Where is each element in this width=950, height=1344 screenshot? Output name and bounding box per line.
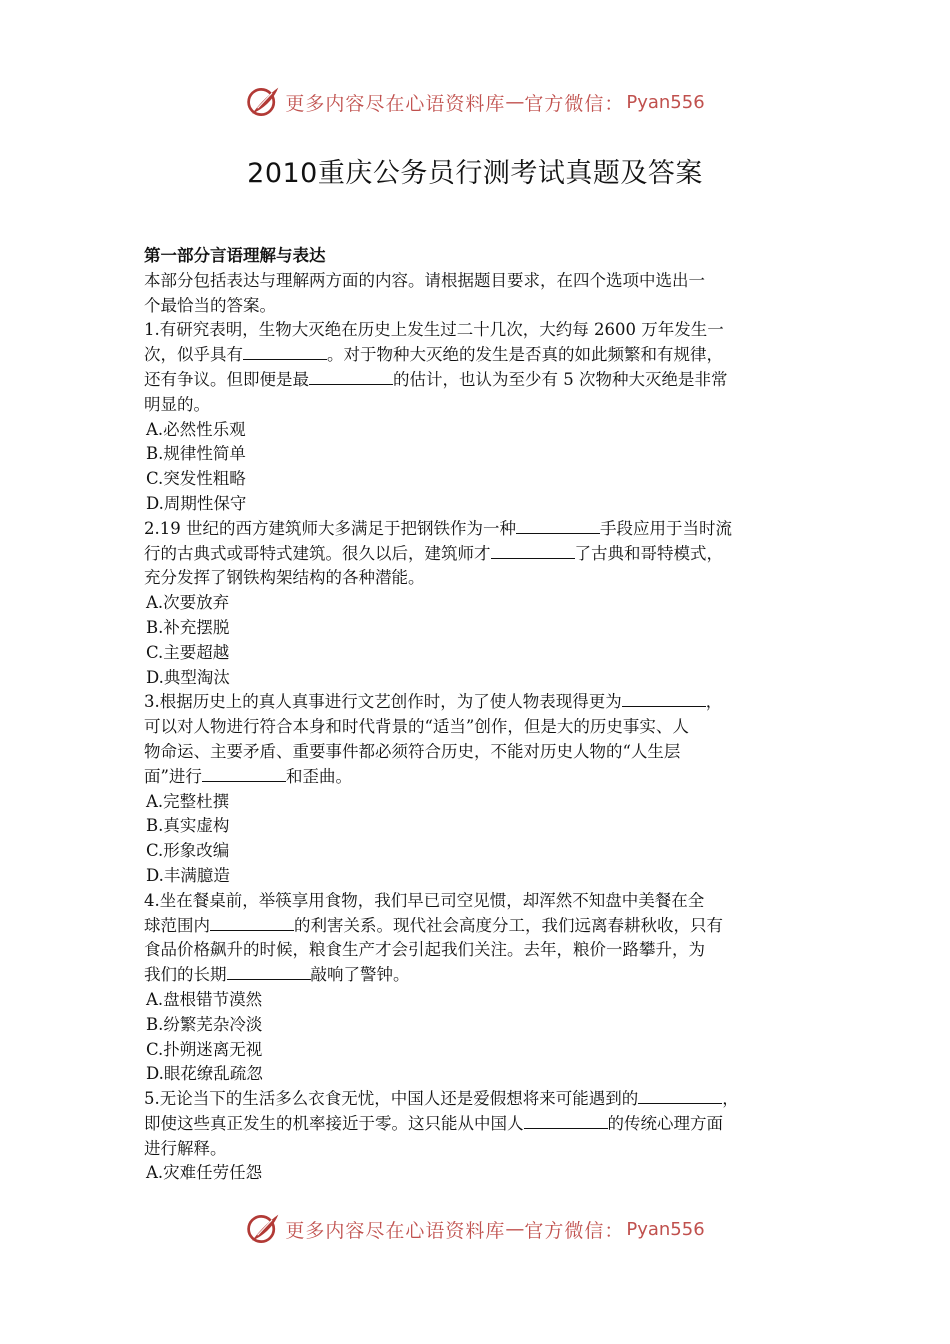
question-4-option: D.眼花缭乱疏忽	[146, 1064, 263, 1084]
footer-banner	[0, 1209, 950, 1249]
question-text: 的传统心理方面	[607, 1113, 723, 1133]
question-4-line	[144, 889, 809, 914]
banner-wechat-label: 官方微信：	[524, 92, 625, 115]
question-4-line	[144, 914, 809, 939]
banner-wechat-id: Pyan556	[626, 91, 705, 113]
question-4-option: C.扑朔迷离无视	[146, 1039, 263, 1059]
question-4-line	[144, 963, 809, 988]
question-4-option: A.盘根错节漠然	[146, 989, 263, 1009]
question-1-option: A.必然性乐观	[146, 419, 246, 439]
question-text: 2.19 世纪的西方建筑师大多满足于把钢铁作为一种	[144, 518, 516, 538]
section-heading: 第一部分言语理解与表达	[144, 246, 326, 265]
question-3-option: D.丰满臆造	[146, 865, 230, 885]
question-list	[144, 318, 809, 1186]
question-text: 进行解释。	[144, 1138, 227, 1158]
question-1-line	[144, 368, 809, 393]
question-text: 1.有研究表明，生物大灭绝在历史上发生过二十几次，大约每 2600 万年发生一	[144, 320, 724, 340]
question-text: 5.无论当下的生活多么衣食无忧，中国人还是爱假想将来可能遇到的	[144, 1089, 639, 1109]
question-text: 我们的长期	[144, 965, 227, 985]
question-5-line	[144, 1137, 809, 1162]
question-3-line	[144, 765, 809, 790]
banner-separator: —	[505, 91, 525, 113]
question-2-option: C.主要超越	[146, 642, 230, 662]
question-text: 了古典和哥特模式，	[574, 543, 723, 563]
question-1-option: D.周期性保守	[146, 493, 247, 513]
fill-in-blank	[227, 963, 311, 980]
fill-in-blank	[638, 1087, 722, 1104]
document-title: 2010重庆公务员行测考试真题及答案	[247, 158, 703, 189]
fill-in-blank	[243, 343, 327, 360]
fill-in-blank	[516, 517, 600, 534]
question-3-line	[144, 715, 809, 740]
question-2-line	[144, 566, 809, 591]
question-text: ，	[722, 1089, 739, 1109]
question-5-line	[144, 1112, 809, 1137]
fill-in-blank	[202, 765, 286, 782]
question-text: 可以对人物进行符合本身和时代背景的“适当”创作，但是大的历史事实、人	[144, 717, 689, 737]
question-text: 面”进行	[144, 766, 202, 786]
question-2-option: D.典型淘汰	[146, 667, 230, 687]
question-1-line	[144, 393, 809, 418]
fill-in-blank	[210, 914, 294, 931]
question-text: 球范围内	[144, 915, 210, 935]
question-2-line	[144, 542, 809, 567]
question-4-option: B.纷繁芜杂冷淡	[146, 1014, 263, 1034]
question-3-option: C.形象改编	[146, 841, 230, 861]
fill-in-blank	[309, 368, 393, 385]
fill-in-blank	[491, 542, 575, 559]
question-text: 次，似乎具有	[144, 345, 243, 365]
banner-wechat-id: Pyan556	[626, 1218, 705, 1240]
quill-logo-icon	[245, 84, 281, 120]
fill-in-blank	[622, 690, 706, 707]
fill-in-blank	[524, 1112, 608, 1129]
banner-separator: —	[505, 1218, 525, 1240]
question-5-option: A.灾难任劳任怨	[146, 1163, 263, 1183]
question-text: 食品价格飙升的时候，粮食生产才会引起我们关注。去年，粮价一路攀升，为	[144, 940, 705, 960]
question-text: 行的古典式或哥特式建筑。很久以后，建筑师才	[144, 543, 491, 563]
question-3-line	[144, 740, 809, 765]
question-text: 4.坐在餐桌前，举筷享用食物，我们早已司空见惯，却浑然不知盘中美餐在全	[144, 890, 705, 910]
question-text: 敲响了警钟。	[310, 965, 410, 985]
question-text: 充分发挥了钢铁构架结构的各种潜能。	[144, 568, 425, 588]
banner-text: 更多内容尽在心语资料库	[285, 1219, 506, 1242]
header-banner	[0, 82, 950, 122]
question-text: 物命运、主要矛盾、重要事件都必须符合历史，不能对历史人物的“人生层	[144, 741, 681, 761]
banner-wechat-label: 官方微信：	[524, 1219, 625, 1242]
question-text: 手段应用于当时流	[599, 518, 732, 538]
question-text: 明显的。	[144, 394, 210, 414]
question-4-line	[144, 938, 809, 963]
question-text: 的估计，也认为至少有 5 次物种大灭绝是非常	[393, 369, 728, 389]
document-body	[144, 244, 809, 1186]
question-1-option: C.突发性粗略	[146, 469, 246, 489]
question-text: 还有争议。但即便是最	[144, 369, 309, 389]
banner-text: 更多内容尽在心语资料库	[285, 92, 506, 115]
question-text: 和歪曲。	[285, 766, 352, 786]
question-5-line	[144, 1087, 809, 1112]
question-2-option: B.补充摆脱	[146, 617, 230, 637]
question-1-line	[144, 343, 809, 368]
section-intro-line: 个最恰当的答案。	[144, 295, 276, 315]
section-intro-line: 本部分包括表达与理解两方面的内容。请根据题目要求，在四个选项中选出一	[144, 270, 705, 290]
question-1-option: B.规律性简单	[146, 444, 246, 464]
question-3-option: B.真实虚构	[146, 816, 230, 836]
question-3-line	[144, 690, 809, 715]
quill-logo-icon	[245, 1211, 281, 1247]
question-text: 3.根据历史上的真人真事进行文艺创作时，为了使人物表现得更为	[144, 692, 622, 712]
question-1-line	[144, 318, 809, 343]
question-3-option: A.完整杜撰	[146, 791, 230, 811]
question-text: 即使这些真正发生的机率接近于零。这只能从中国人	[144, 1113, 524, 1133]
question-text: 的利害关系。现代社会高度分工，我们远离春耕秋收，只有	[294, 915, 723, 935]
question-text: 。对于物种大灭绝的发生是否真的如此频繁和有规律，	[327, 345, 723, 365]
question-2-line	[144, 517, 809, 542]
question-text: ，	[705, 692, 723, 712]
question-2-option: A.次要放弃	[146, 593, 230, 613]
